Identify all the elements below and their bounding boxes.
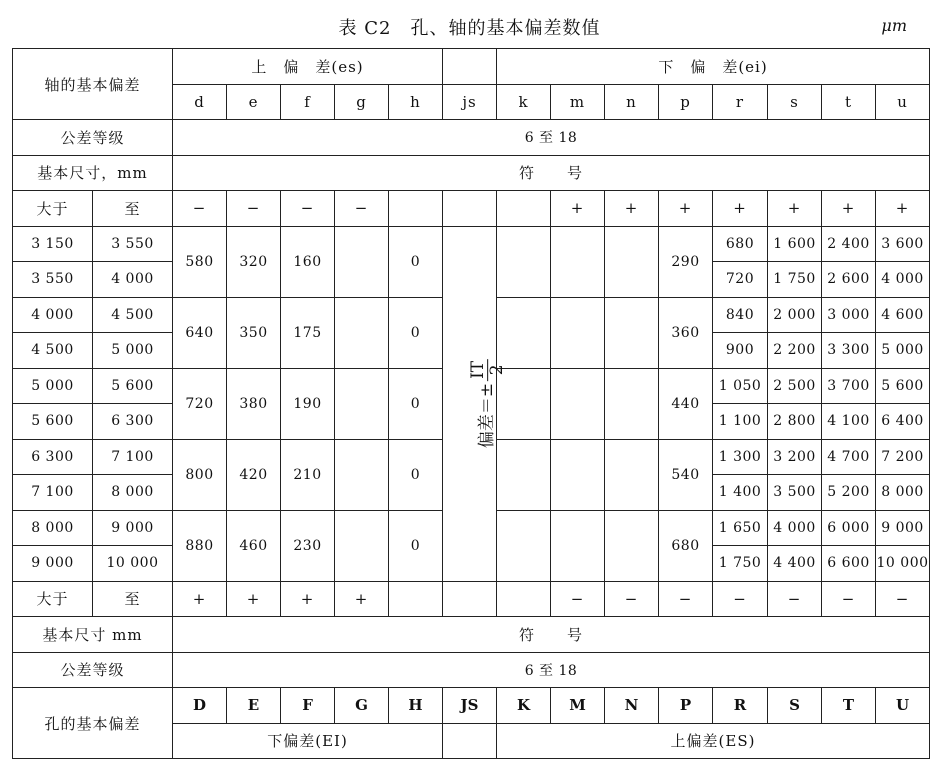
value-s-cell: 3 500: [768, 475, 822, 511]
value-m-cell: [551, 297, 605, 368]
value-p-cell: 290: [659, 226, 713, 297]
sign-bottom-t: −: [822, 581, 876, 617]
size-over-cell: 5 600: [13, 404, 93, 440]
value-f-cell: 190: [281, 368, 335, 439]
shaft-letter-k: k: [497, 84, 551, 120]
js-formula-prefix: 偏差＝±: [477, 382, 498, 449]
value-f-cell: 160: [281, 226, 335, 297]
value-u-cell: 5 600: [876, 368, 930, 404]
value-m-cell: [551, 439, 605, 510]
value-u-cell: 9 000: [876, 510, 930, 546]
shaft-letter-t: t: [822, 84, 876, 120]
shaft-deviation-label: 轴的基本偏差: [13, 49, 173, 120]
tolerance-grade-value-bottom: 6 至 18: [173, 652, 930, 688]
value-t-cell: 3 300: [822, 333, 876, 369]
value-d-cell: 720: [173, 368, 227, 439]
sign-top-g: −: [335, 191, 389, 227]
shaft-letter-h: h: [389, 84, 443, 120]
value-h-cell: 0: [389, 368, 443, 439]
basic-size-label-bottom: 基本尺寸 mm: [13, 617, 173, 653]
value-f-cell: 175: [281, 297, 335, 368]
value-r-cell: 900: [713, 333, 768, 369]
size-over-cell: 3 550: [13, 262, 93, 298]
sign-bottom-k: [497, 581, 551, 617]
value-h-cell: 0: [389, 510, 443, 581]
value-s-cell: 4 400: [768, 546, 822, 582]
table-row: [13, 226, 930, 262]
value-e-cell: 320: [227, 226, 281, 297]
size-to-cell: 7 100: [93, 439, 173, 475]
value-d-cell: 800: [173, 439, 227, 510]
to-label-bottom: 至: [93, 581, 173, 617]
shaft-letter-m: m: [551, 84, 605, 120]
size-to-cell: 4 500: [93, 297, 173, 333]
sign-bottom-m: −: [551, 581, 605, 617]
sign-bottom-js: [443, 581, 497, 617]
size-over-cell: 4 000: [13, 297, 93, 333]
value-r-cell: 1 100: [713, 404, 768, 440]
value-s-cell: 1 750: [768, 262, 822, 298]
sign-top-d: −: [173, 191, 227, 227]
sign-top-m: +: [551, 191, 605, 227]
sign-row-bottom: [13, 581, 930, 617]
value-t-cell: 4 100: [822, 404, 876, 440]
value-u-cell: 3 600: [876, 226, 930, 262]
size-over-cell: 5 000: [13, 368, 93, 404]
value-t-cell: 6 600: [822, 546, 876, 582]
size-to-cell: 6 300: [93, 404, 173, 440]
value-h-cell: 0: [389, 439, 443, 510]
value-g-cell: [335, 510, 389, 581]
js-formula-numerator: IT: [468, 360, 489, 379]
value-h-cell: 0: [389, 297, 443, 368]
value-s-cell: 4 000: [768, 510, 822, 546]
value-p-cell: 440: [659, 368, 713, 439]
hole-letter-R: R: [713, 688, 768, 724]
symbol-label-top: 符 号: [173, 155, 930, 191]
js-formula: [469, 359, 506, 448]
sign-bottom-u: −: [876, 581, 930, 617]
sign-top-js: [443, 191, 497, 227]
value-g-cell: [335, 368, 389, 439]
js-formula-fraction: [469, 359, 506, 381]
sign-top-f: −: [281, 191, 335, 227]
shaft-letter-r: r: [713, 84, 768, 120]
hole-letter-T: T: [822, 688, 876, 724]
size-over-cell: 7 100: [13, 475, 93, 511]
sign-top-n: +: [605, 191, 659, 227]
tolerance-grade-label-bottom: 公差等级: [13, 652, 173, 688]
value-e-cell: 350: [227, 297, 281, 368]
js-formula-cell: [443, 226, 508, 581]
value-u-cell: 6 400: [876, 404, 930, 440]
hole-letter-P: P: [659, 688, 713, 724]
sign-bottom-e: +: [227, 581, 281, 617]
size-over-cell: 8 000: [13, 510, 93, 546]
value-s-cell: 3 200: [768, 439, 822, 475]
upper-deviation-es-header: 上 偏 差(es): [173, 49, 443, 85]
sign-top-p: +: [659, 191, 713, 227]
value-e-cell: 380: [227, 368, 281, 439]
size-over-cell: 4 500: [13, 333, 93, 369]
shaft-letter-s: s: [768, 84, 822, 120]
basic-size-label-top: 基本尺寸，mm: [13, 155, 173, 191]
value-m-cell: [551, 226, 605, 297]
size-to-cell: 9 000: [93, 510, 173, 546]
value-p-cell: 680: [659, 510, 713, 581]
value-r-cell: 1 650: [713, 510, 768, 546]
value-k-cell: [497, 226, 551, 297]
value-k-cell: [497, 510, 551, 581]
sign-bottom-f: +: [281, 581, 335, 617]
value-r-cell: 1 750: [713, 546, 768, 582]
sign-bottom-g: +: [335, 581, 389, 617]
value-d-cell: 640: [173, 297, 227, 368]
value-f-cell: 210: [281, 439, 335, 510]
table-title: 表 C2 孔、轴的基本偏差数值: [338, 18, 601, 39]
value-r-cell: 840: [713, 297, 768, 333]
value-t-cell: 2 400: [822, 226, 876, 262]
sign-bottom-s: −: [768, 581, 822, 617]
data-body: [13, 226, 930, 581]
js-formula-denominator: 2: [487, 364, 508, 376]
hole-letter-D: D: [173, 688, 227, 724]
deviation-table: [12, 48, 930, 759]
tolerance-grade-label-top: 公差等级: [13, 120, 173, 156]
size-over-cell: 6 300: [13, 439, 93, 475]
value-n-cell: [605, 368, 659, 439]
size-to-cell: 5 600: [93, 368, 173, 404]
tolerance-grade-value-top: 6 至 18: [173, 120, 930, 156]
value-u-cell: 10 000: [876, 546, 930, 582]
value-h-cell: 0: [389, 226, 443, 297]
value-s-cell: 2 500: [768, 368, 822, 404]
sign-top-s: +: [768, 191, 822, 227]
value-k-cell: [497, 439, 551, 510]
value-u-cell: 4 000: [876, 262, 930, 298]
value-u-cell: 7 200: [876, 439, 930, 475]
hole-letter-F: F: [281, 688, 335, 724]
lower-deviation-ei-header: 下 偏 差(ei): [497, 49, 930, 85]
hole-letter-N: N: [605, 688, 659, 724]
unit-label: μm: [881, 16, 907, 35]
lower-deviation-EI-footer: 下偏差(EI): [173, 723, 443, 759]
hole-letter-E: E: [227, 688, 281, 724]
value-t-cell: 4 700: [822, 439, 876, 475]
value-e-cell: 420: [227, 439, 281, 510]
value-r-cell: 720: [713, 262, 768, 298]
sign-top-k: [497, 191, 551, 227]
sign-top-h: [389, 191, 443, 227]
sign-bottom-p: −: [659, 581, 713, 617]
value-s-cell: 1 600: [768, 226, 822, 262]
value-g-cell: [335, 439, 389, 510]
value-d-cell: 580: [173, 226, 227, 297]
sign-top-u: +: [876, 191, 930, 227]
hole-letter-JS: JS: [443, 688, 497, 724]
value-m-cell: [551, 510, 605, 581]
shaft-letter-f: f: [281, 84, 335, 120]
value-n-cell: [605, 297, 659, 368]
size-over-cell: 9 000: [13, 546, 93, 582]
value-g-cell: [335, 297, 389, 368]
value-u-cell: 8 000: [876, 475, 930, 511]
to-label-top: 至: [93, 191, 173, 227]
shaft-letter-g: g: [335, 84, 389, 120]
hole-letter-M: M: [551, 688, 605, 724]
hole-letter-H: H: [389, 688, 443, 724]
sign-top-r: +: [713, 191, 768, 227]
value-m-cell: [551, 368, 605, 439]
value-t-cell: 3 000: [822, 297, 876, 333]
hole-letter-row: [13, 688, 930, 724]
sign-top-e: −: [227, 191, 281, 227]
value-r-cell: 1 050: [713, 368, 768, 404]
shaft-letter-u: u: [876, 84, 930, 120]
hole-deviation-label: 孔的基本偏差: [13, 688, 173, 759]
js-footer-blank: [443, 723, 497, 759]
sign-bottom-h: [389, 581, 443, 617]
size-over-cell: 3 150: [13, 226, 93, 262]
value-n-cell: [605, 226, 659, 297]
size-to-cell: 8 000: [93, 475, 173, 511]
value-n-cell: [605, 510, 659, 581]
value-s-cell: 2 800: [768, 404, 822, 440]
hole-letter-K: K: [497, 688, 551, 724]
value-k-cell: [497, 297, 551, 368]
value-e-cell: 460: [227, 510, 281, 581]
sign-top-t: +: [822, 191, 876, 227]
value-n-cell: [605, 439, 659, 510]
shaft-letter-e: e: [227, 84, 281, 120]
value-g-cell: [335, 226, 389, 297]
value-t-cell: 6 000: [822, 510, 876, 546]
shaft-letter-n: n: [605, 84, 659, 120]
size-to-cell: 10 000: [93, 546, 173, 582]
value-p-cell: 360: [659, 297, 713, 368]
symbol-label-bottom: 符 号: [173, 617, 930, 653]
value-u-cell: 5 000: [876, 333, 930, 369]
value-p-cell: 540: [659, 439, 713, 510]
value-t-cell: 5 200: [822, 475, 876, 511]
value-s-cell: 2 200: [768, 333, 822, 369]
js-header-blank: [443, 49, 497, 85]
value-d-cell: 880: [173, 510, 227, 581]
value-s-cell: 2 000: [768, 297, 822, 333]
size-to-cell: 3 550: [93, 226, 173, 262]
value-f-cell: 230: [281, 510, 335, 581]
value-t-cell: 3 700: [822, 368, 876, 404]
sign-row-top: [13, 191, 930, 227]
shaft-letter-js: js: [443, 84, 497, 120]
sign-bottom-r: −: [713, 581, 768, 617]
value-r-cell: 1 300: [713, 439, 768, 475]
over-label-top: 大于: [13, 191, 93, 227]
shaft-letter-d: d: [173, 84, 227, 120]
upper-deviation-ES-footer: 上偏差(ES): [497, 723, 930, 759]
sign-bottom-d: +: [173, 581, 227, 617]
value-r-cell: 680: [713, 226, 768, 262]
size-to-cell: 4 000: [93, 262, 173, 298]
hole-letter-S: S: [768, 688, 822, 724]
hole-letter-G: G: [335, 688, 389, 724]
over-label-bottom: 大于: [13, 581, 93, 617]
value-t-cell: 2 600: [822, 262, 876, 298]
value-r-cell: 1 400: [713, 475, 768, 511]
hole-letter-U: U: [876, 688, 930, 724]
sign-bottom-n: −: [605, 581, 659, 617]
size-to-cell: 5 000: [93, 333, 173, 369]
shaft-letter-p: p: [659, 84, 713, 120]
value-u-cell: 4 600: [876, 297, 930, 333]
